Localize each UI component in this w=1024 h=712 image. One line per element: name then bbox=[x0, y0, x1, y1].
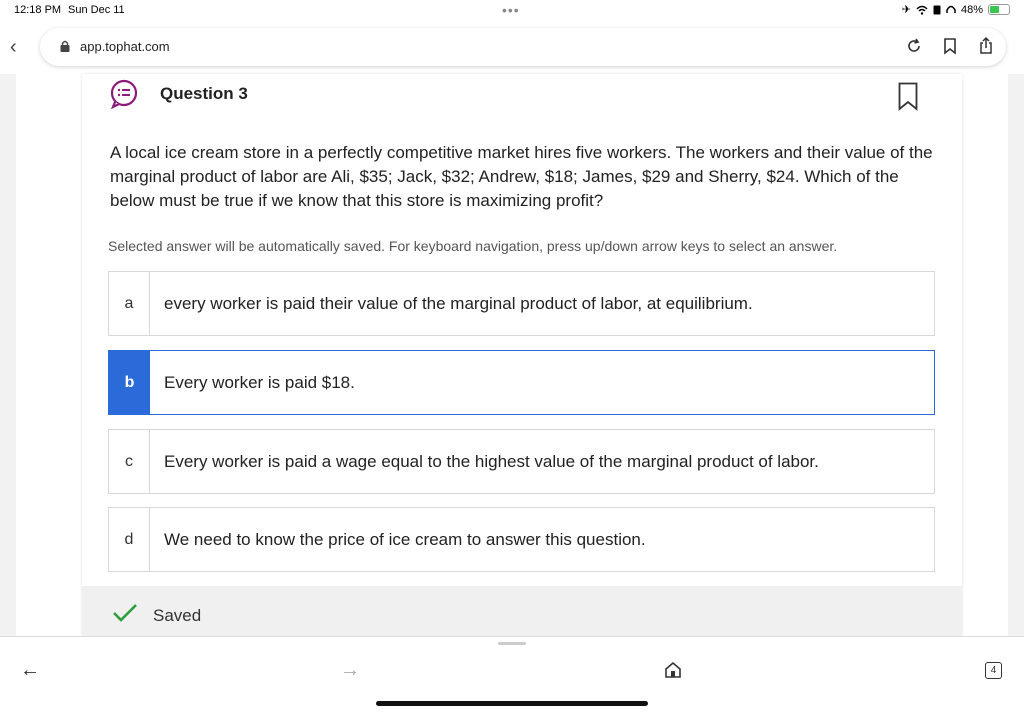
bookmark-question-icon[interactable] bbox=[898, 82, 918, 112]
airplane-icon: ✈ bbox=[901, 4, 911, 16]
home-indicator bbox=[376, 701, 648, 706]
answer-option-a[interactable] bbox=[108, 271, 935, 336]
forward-arrow-icon[interactable]: → bbox=[340, 659, 360, 681]
status-date: Sun Dec 11 bbox=[68, 4, 125, 16]
option-text: Every worker is paid a wage equal to the highest value of the marginal product of labor. bbox=[164, 451, 819, 471]
check-icon bbox=[112, 603, 138, 623]
answer-option-c[interactable] bbox=[108, 429, 935, 494]
option-letter: b bbox=[109, 351, 150, 414]
option-letter: c bbox=[109, 430, 150, 493]
question-text: A local ice cream store in a perfectly competitive market hires five workers. The workers and their value of the marginal product of labor are Ali, $35; Jack, $32; Andrew, $18; James, $29 and Sherry, $24. Which of the below must be true if we know that this store is maximizing profit? bbox=[110, 143, 933, 210]
question-title: Question 3 bbox=[160, 84, 248, 103]
bottom-toolbar bbox=[0, 636, 1024, 712]
answer-option-d[interactable] bbox=[108, 507, 935, 572]
answer-instructions: Selected answer will be automatically saved. For keyboard navigation, press up/down arrow keys to select an answer. bbox=[108, 238, 838, 254]
lock-icon bbox=[60, 40, 70, 52]
question-card bbox=[82, 74, 962, 636]
saved-label: Saved bbox=[153, 606, 202, 625]
toolbar-grabber[interactable] bbox=[498, 642, 526, 645]
answer-option-b[interactable] bbox=[108, 350, 935, 415]
browser-back-chevron-icon[interactable]: ‹ bbox=[10, 36, 17, 58]
option-text: Every worker is paid $18. bbox=[164, 372, 355, 392]
url-text: app.tophat.com bbox=[80, 39, 170, 54]
question-list-icon bbox=[109, 79, 139, 109]
headphones-icon bbox=[946, 5, 956, 15]
bookmark-browser-icon[interactable] bbox=[940, 36, 960, 56]
tabs-button[interactable]: 4 bbox=[985, 662, 1002, 679]
share-icon[interactable] bbox=[976, 36, 996, 56]
option-text: every worker is paid their value of the marginal product of labor, at equilibrium. bbox=[164, 293, 753, 313]
address-bar[interactable] bbox=[40, 28, 1006, 66]
option-letter: d bbox=[109, 508, 150, 571]
saved-status-bar bbox=[82, 586, 962, 636]
reload-icon[interactable] bbox=[904, 36, 924, 56]
browser-bar bbox=[0, 22, 1024, 74]
battery-percent: 48% bbox=[960, 3, 983, 16]
status-bar bbox=[0, 0, 1024, 22]
status-right bbox=[902, 3, 1010, 16]
status-time: 12:18 PM bbox=[14, 4, 62, 16]
back-arrow-icon[interactable]: ← bbox=[20, 659, 40, 681]
battery-icon bbox=[988, 4, 1010, 15]
sim-icon bbox=[933, 5, 941, 15]
browser-tools bbox=[904, 36, 996, 56]
option-text: We need to know the price of ice cream to answer this question. bbox=[164, 529, 646, 549]
home-icon[interactable] bbox=[664, 661, 682, 679]
multitasking-dots-icon[interactable]: ••• bbox=[502, 2, 520, 18]
option-letter: a bbox=[109, 272, 150, 335]
wifi-icon bbox=[916, 5, 928, 15]
